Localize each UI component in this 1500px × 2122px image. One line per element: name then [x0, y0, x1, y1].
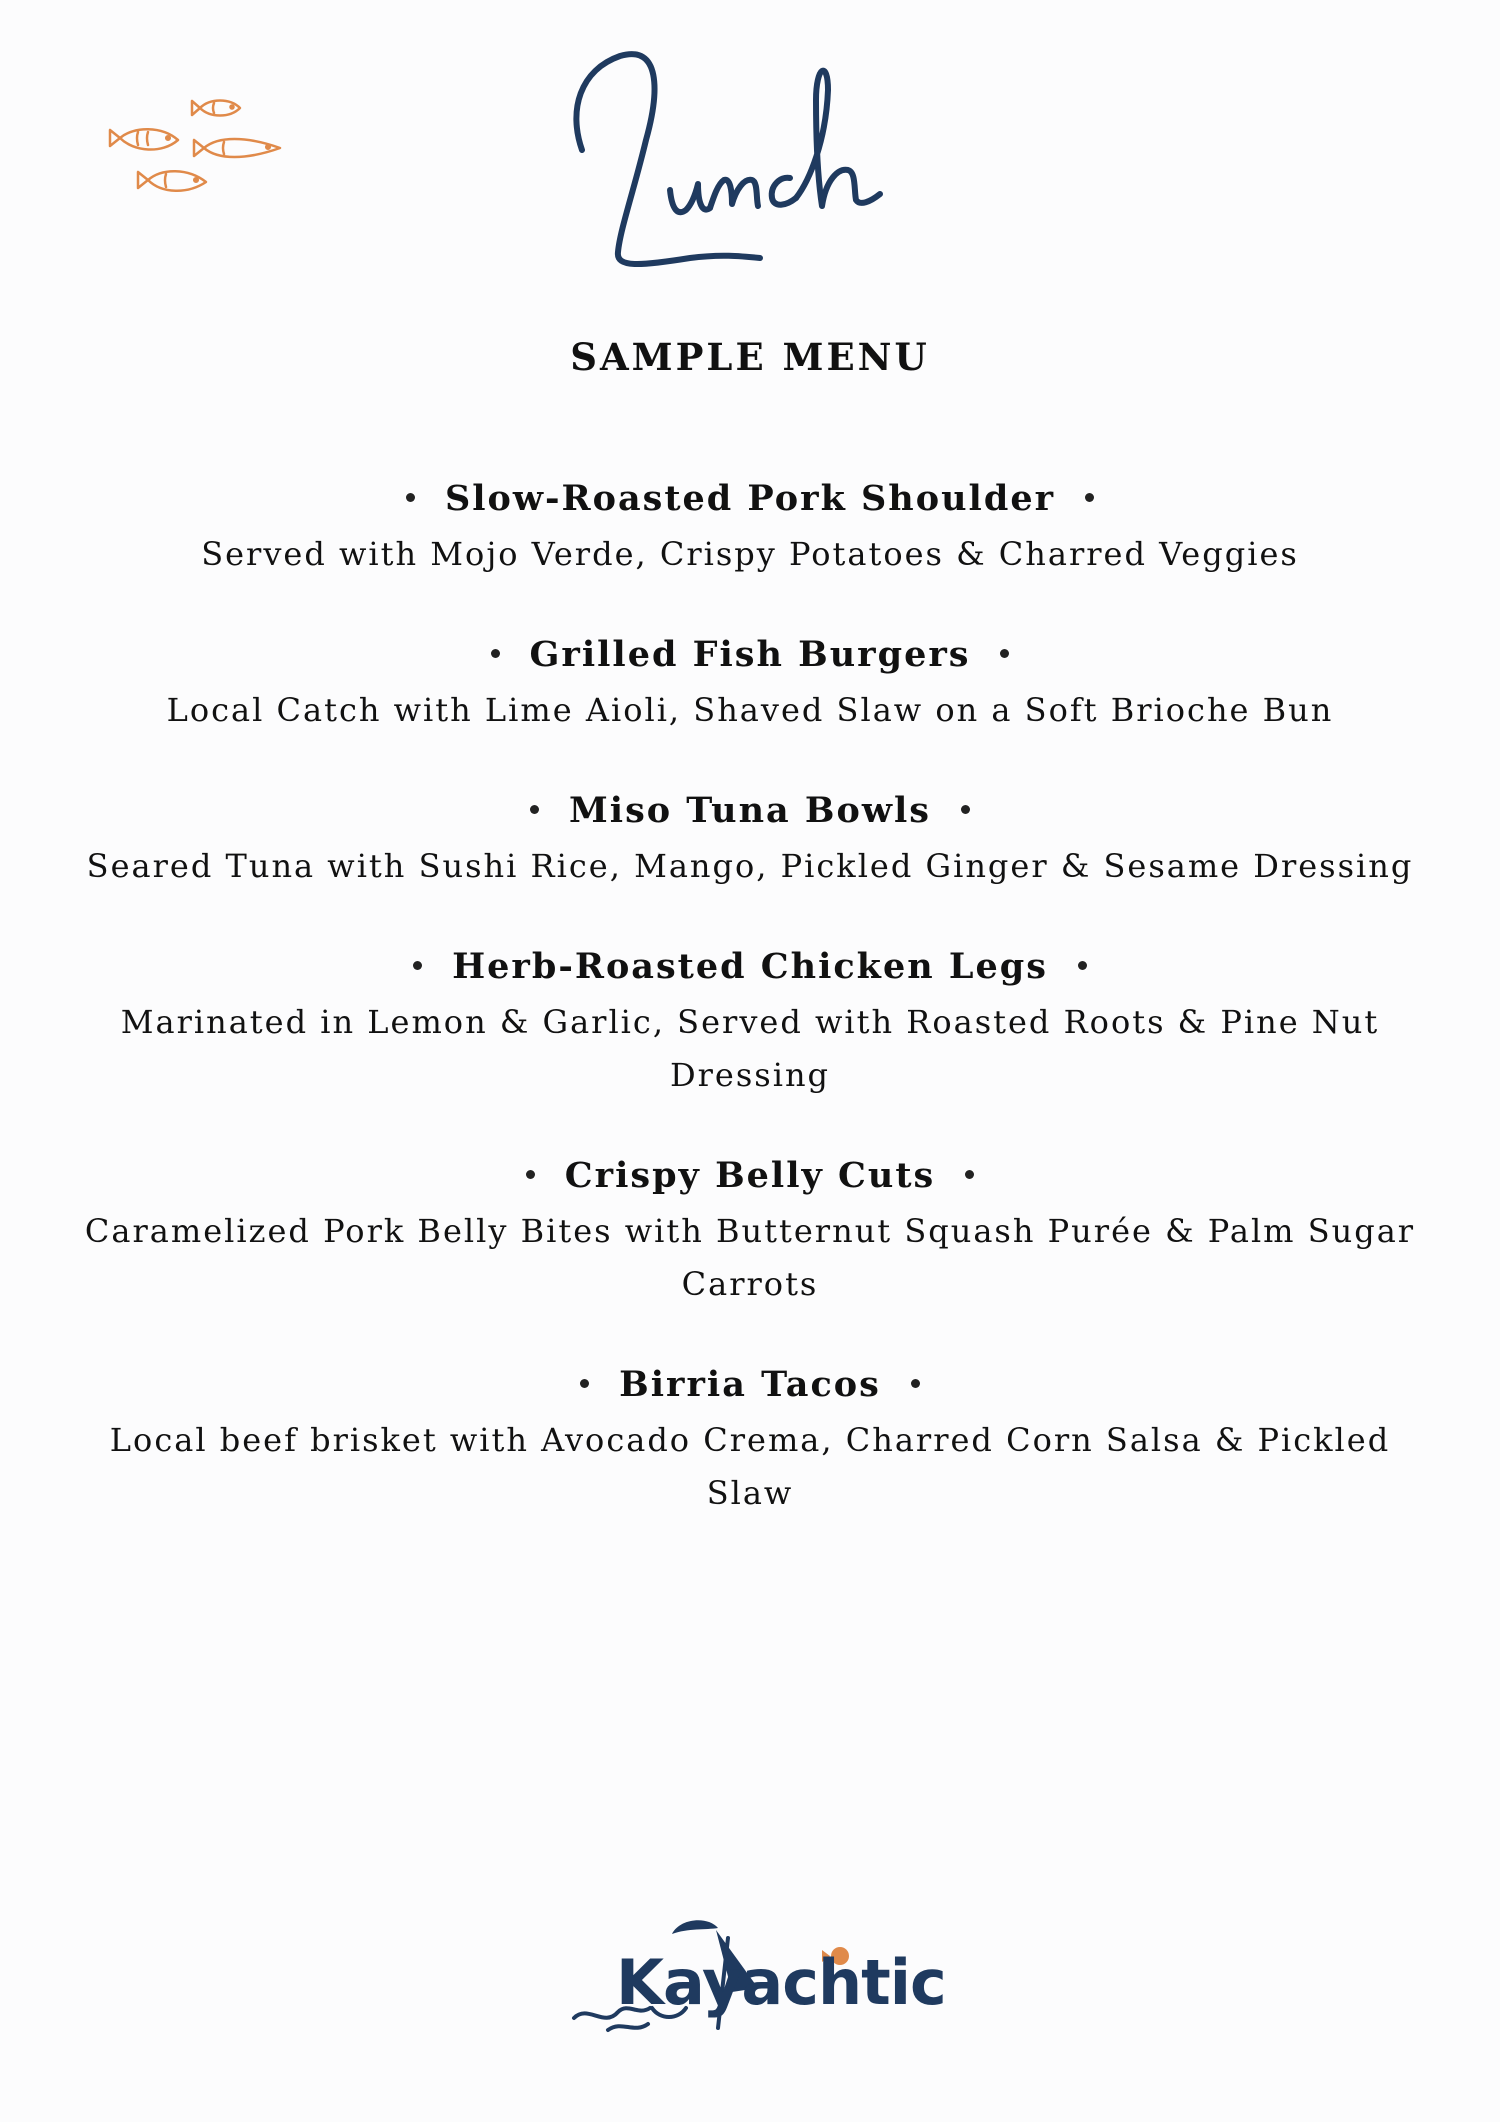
bullet-icon	[1078, 961, 1087, 970]
bullet-icon	[406, 493, 415, 502]
menu-item	[70, 938, 1430, 1102]
bullet-icon	[911, 1379, 920, 1388]
bullet-icon	[965, 1170, 974, 1179]
menu-item-name: Herb-Roasted Chicken Legs	[452, 946, 1048, 987]
menu-item-description: Served with Mojo Verde, Crispy Potatoes & Charred Veggies	[201, 535, 1299, 573]
menu-item-name: Miso Tuna Bowls	[569, 790, 931, 831]
menu-item-description: Local beef brisket with Avocado Crema, Charred Corn Salsa & Pickled Slaw	[109, 1421, 1391, 1512]
menu-item	[70, 1356, 1430, 1520]
menu-item-name: Crispy Belly Cuts	[564, 1155, 936, 1196]
fish-school-icon	[108, 88, 288, 208]
menu-list	[70, 470, 1430, 1565]
bullet-icon	[580, 1379, 589, 1388]
brand-logo	[568, 1908, 948, 2058]
bullet-icon	[530, 805, 539, 814]
bullet-icon	[1000, 649, 1009, 658]
bullet-icon	[1085, 493, 1094, 502]
menu-item-name: Slow-Roasted Pork Shoulder	[444, 478, 1056, 519]
menu-item-name: Birria Tacos	[619, 1364, 881, 1405]
menu-item	[70, 470, 1430, 581]
menu-subtitle: SAMPLE MENU	[570, 335, 930, 379]
bullet-icon	[491, 649, 500, 658]
menu-item	[70, 1147, 1430, 1311]
bullet-icon	[526, 1170, 535, 1179]
page-title	[560, 30, 940, 280]
menu-item	[70, 626, 1430, 737]
logo-text: Kayachtic	[616, 1946, 946, 2019]
bullet-icon	[961, 805, 970, 814]
menu-item-description: Marinated in Lemon & Garlic, Served with Roasted Roots & Pine Nut Dressing	[120, 1003, 1380, 1094]
menu-item-description: Seared Tuna with Sushi Rice, Mango, Pickled Ginger & Sesame Dressing	[86, 847, 1414, 885]
menu-item-name: Grilled Fish Burgers	[529, 634, 971, 675]
bullet-icon	[413, 961, 422, 970]
menu-item-description: Caramelized Pork Belly Bites with Butternut Squash Purée & Palm Sugar Carrots	[84, 1212, 1416, 1303]
menu-item-description: Local Catch with Lime Aioli, Shaved Slaw on a Soft Brioche Bun	[166, 691, 1334, 729]
menu-item	[70, 782, 1430, 893]
